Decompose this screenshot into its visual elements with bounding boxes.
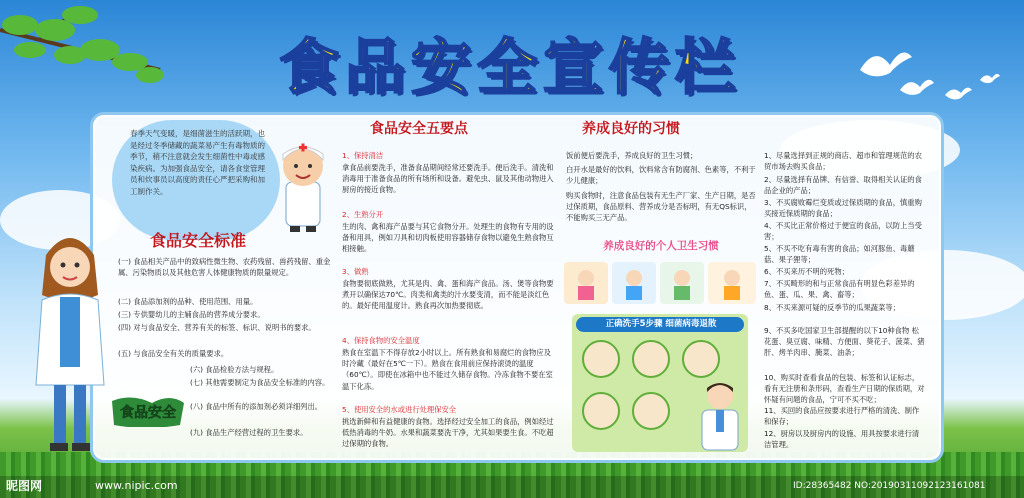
tree-branch-image <box>0 0 170 110</box>
tip-item: 2、尽量选择有品牌、有信誉、取得相关认证的食品企业的产品； <box>764 175 922 196</box>
nurse-image <box>30 225 110 455</box>
doves-image <box>840 30 1020 120</box>
habit-line: 购买食物时，注意食品包装有无生产厂家、生产日期，是否过保质期，食品原料、营养成分是否标明，有无QS标识，不能购买三无产品。 <box>566 191 756 223</box>
tip-item: 1、尽量选择到正规的商店、超市和管理规范的农贸市场去购买食品； <box>764 151 922 172</box>
tip-item: 3、不买腐败霉烂变质或过保质期的食品，慎重购买接近保质期的食品； <box>764 198 922 219</box>
standard-heading: 食品安全标准 <box>150 231 247 250</box>
habit-line: 饭前便后要洗手，养成良好的卫生习惯； <box>566 151 698 160</box>
standard-item: (六) 食品检验方法与规程。 <box>190 365 279 374</box>
point-text: 熟食在室温下不得存放2小时以上。所有熟食和易腐烂的食物应及时冷藏（最好在5℃一下）。熟食在食用前应保持滚烫的温度（60℃）。即使在冰箱中也不能过久储存食物。冷冻食物不要在室温下化冻。 <box>342 348 553 391</box>
habit-line: 白开水是最好的饮料，饮料常含有防腐剂、色素等，不利于少儿健康； <box>566 165 756 186</box>
point-text: 生的肉、禽和海产品要与其它食物分开。处理生的食物有专用的设备和用具，例如刀具和切肉板使用容器储存食物以避免生熟食物互相接触。 <box>342 222 554 254</box>
svg-text:食品安全: 食品安全 <box>120 405 176 421</box>
point-text: 食物要彻底做熟，尤其是肉、禽、蛋和海产食品。汤、煲等食物要煮开以确保达70℃。肉类和禽类的汁水要变清，而不能是淡红色的。最好使用温度计。熟食再次加热要彻底。 <box>342 279 554 311</box>
tip-item: 12、厨房以及厨房内的设施、用具按要求进行清洁管理。 <box>764 429 920 450</box>
handwash-step-1 <box>582 340 620 378</box>
standard-item: (二) 食品添加剂的品种、使用范围、用量。 <box>118 297 258 306</box>
handwash-step-4 <box>582 392 620 430</box>
standard-item: (三) 专供婴幼儿的主辅食品的营养成分要求。 <box>118 310 265 319</box>
point-subheading: 1、保持清洁 <box>342 151 384 160</box>
handwash-step-2 <box>632 340 670 378</box>
tip-item: 6、不买来历不明的死物； <box>764 267 849 276</box>
point-text: 拿食品前要洗手，准备食品期间经常还要洗手。便后洗手。清洗和消毒用于准备食品的所有场所和设备。避免虫、鼠及其他动物进入厨房的接近食物。 <box>342 163 554 195</box>
standard-item: (五) 与食品安全有关的质量要求。 <box>118 349 229 358</box>
intro-text: 春季天气变暖，是细菌滋生的活跃期，也是经过冬季储藏的蔬菜易产生有毒物质的季节，稍不注意就会发生细菌性中毒或感染疾病。为加强食品安全，请各食堂管理员和炊事员以高度的责任心严把采购和加工制作关。 <box>130 129 265 196</box>
handwash-title: 正确洗手5步骤 细菌病毒退散 <box>605 319 717 329</box>
point-text: 挑选新鲜和有益健康的食物。选择经过安全加工的食品，例如经过低热消毒的牛奶。水果和蔬菜要洗干净，尤其如果要生食。不吃超过保期的食物。 <box>342 417 554 449</box>
standard-item: (一) 食品相关产品中的致病性微生物、农药残留、兽药残留、重金属、污染物质以及其他危害人体健康物质的限量规定。 <box>118 257 331 277</box>
point-subheading: 3、做熟 <box>342 267 369 276</box>
watermark-url: www.nipic.com <box>95 479 178 492</box>
tip-item: 10、购买时查看食品的包装、标签和认证标志，看有无注册和条形码，查看生产日期的保质期，对怀疑有问题的食品，宁可不买不吃； <box>764 373 925 405</box>
point-subheading: 4、保持食物的安全温度 <box>342 336 420 345</box>
standard-item: (七) 其他需要制定为食品安全标准的内容。 <box>190 378 330 387</box>
tip-item: 11、买回的食品应按要求进行严格的清洗、制作和保存； <box>764 406 920 427</box>
hygiene-title: 养成良好的个人卫生习惯 <box>603 240 719 252</box>
tip-item: 5、不买不吃有毒有害的食品；如河豚鱼、毒蘑菇、果子狸等； <box>764 244 915 265</box>
handwash-doctor-image <box>692 378 748 452</box>
standard-item: (八) 食品中所有的添加剂必须详细列出。 <box>190 402 323 411</box>
handwash-step-3 <box>682 340 720 378</box>
watermark-id: ID:28365482 NO:20190311092123161081 <box>793 481 986 491</box>
point-subheading: 5、使用安全的水或进行处理保安全 <box>342 405 457 414</box>
tip-item: 8、不买来源可疑的反季节的瓜果蔬菜等； <box>764 303 900 312</box>
hygiene-illustration <box>562 258 758 308</box>
page-title: 食品安全宣传栏 <box>279 33 741 103</box>
food-safety-badge <box>108 393 188 427</box>
tip-item: 9、不买多吃国家卫生部提醒的以下10种食物 松花蛋、臭豆腐、味精、方便面、葵花子、菠菜、猪肝、烤羊肉串、腌菜、油条； <box>764 326 925 358</box>
point-subheading: 2、生熟分开 <box>342 210 384 219</box>
standard-item: (四) 对与食品安全、营养有关的标签、标识、说明书的要求。 <box>118 323 316 332</box>
handwash-step-5 <box>632 392 670 430</box>
cartoon-doctor-image <box>268 138 338 234</box>
habits-heading: 养成良好的习惯 <box>582 121 680 137</box>
standard-item: (九) 食品生产经营过程的卫生要求。 <box>190 428 308 437</box>
tip-item: 7、不买畸形的和与正常食品有明显色彩差异的鱼、蛋、瓜、果、禽、畜等； <box>764 279 915 300</box>
tip-item: 4、不买比正常价格过于便宜的食品，以防上当受害； <box>764 221 922 242</box>
watermark-logo: 昵图网 <box>6 479 43 493</box>
five-points-heading: 食品安全五要点 <box>370 121 468 137</box>
